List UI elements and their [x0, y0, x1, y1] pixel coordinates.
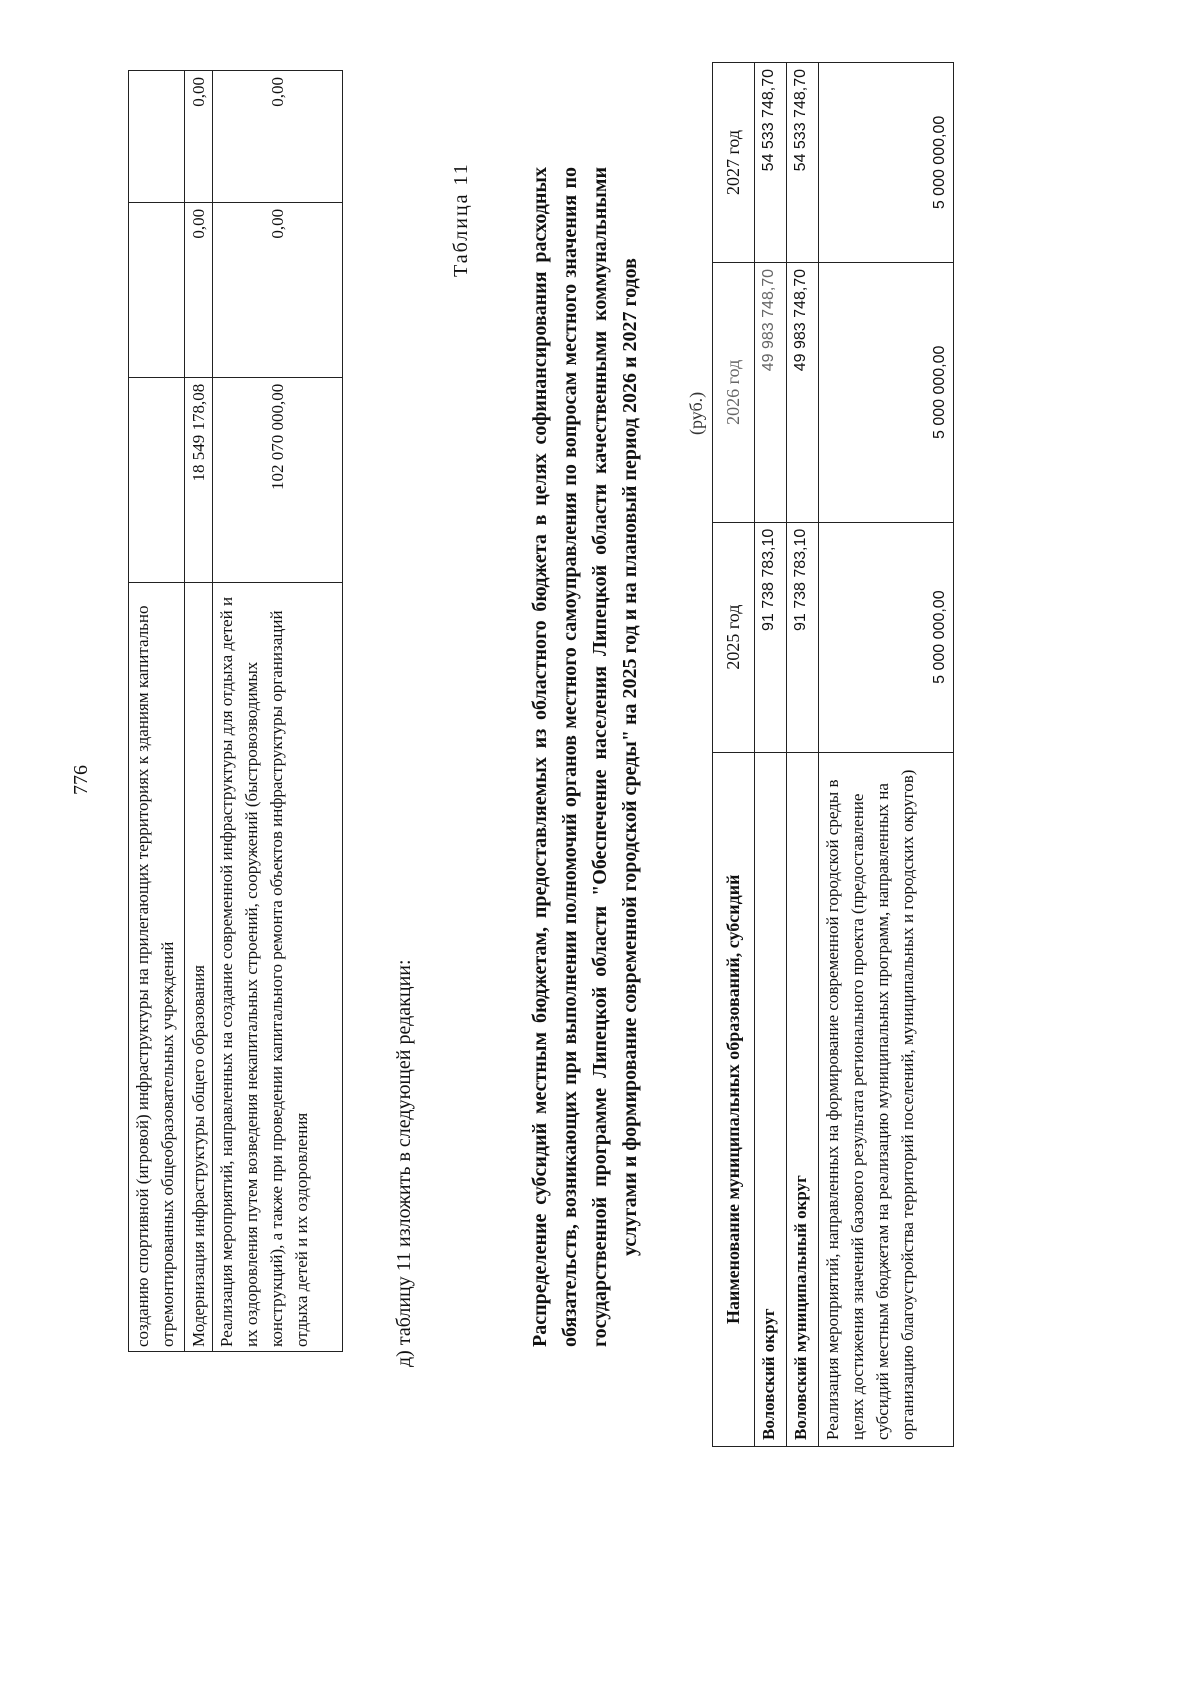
table-11 — [712, 62, 954, 1447]
value-2027 — [129, 71, 185, 203]
value-2025 — [129, 377, 185, 582]
value-2025: 5 000 000,00 — [819, 522, 954, 752]
page-number: 776 — [70, 765, 92, 795]
table-row — [755, 63, 787, 1447]
row-name: созданию спортивной (игровой) инфраструктуры на прилегающих территориях к зданиям капитально отремонтированных общеобразовательных учреждений — [129, 582, 185, 1351]
header-2026: 2026 год — [713, 262, 755, 522]
value-2026 — [129, 202, 185, 377]
table-row — [213, 71, 343, 1352]
header-name: Наименование муниципальных образований, субсидий — [713, 752, 755, 1446]
row-name: Модернизация инфраструктуры общего образования — [185, 582, 213, 1351]
table-row — [819, 63, 954, 1447]
value-2025: 102 070 000,00 — [213, 377, 343, 582]
table-header-row — [713, 63, 755, 1447]
row-name: Реализация мероприятий, направленных на формирование современной городской среды в целях достижения значений базового результата регионального проекта (предоставление субсидий местным бюджетам на реализацию муниципальных программ, направленных на организацию благоустройства территорий поселений, муниципальных и городских округов) — [819, 752, 954, 1446]
header-2027: 2027 год — [713, 63, 755, 263]
row-name: Воловский муниципальный округ — [787, 752, 819, 1446]
value-2026: 49 983 748,70 — [755, 262, 787, 522]
previous-table-continuation — [128, 70, 343, 1352]
row-name: Реализация мероприятий, направленных на создание современной инфраструктуры для отдыха детей и их оздоровления путем возведения некапитальных строений, сооружений (быстровозводимых конструкций), а также при проведении капитального ремонта объектов инфраструктуры организаций отдыха детей и их оздоровления — [213, 582, 343, 1351]
value-2025: 91 738 783,10 — [755, 522, 787, 752]
value-2027: 54 533 748,70 — [787, 63, 819, 263]
value-2026: 0,00 — [185, 202, 213, 377]
table-heading: Распределение субсидий местным бюджетам, предоставляемых из областного бюджета в целях софинансирования расходных обязательств, возникающих при выполнении полномочий органов местного самоуправления по вопросам местного значения по государственной программе Липецкой области "Обеспечение населения Липецкой области качественными коммунальными услугами и формирование современной городской среды" на 2025 год и на плановый период 2026 и 2027 годов — [529, 167, 641, 1347]
value-2026: 49 983 748,70 — [787, 262, 819, 522]
value-2025: 91 738 783,10 — [787, 522, 819, 752]
value-2027: 0,00 — [185, 71, 213, 203]
table-row — [185, 71, 213, 1352]
value-2027: 54 533 748,70 — [755, 63, 787, 263]
header-2025: 2025 год — [713, 522, 755, 752]
value-2026: 0,00 — [213, 202, 343, 377]
amendment-intro: д) таблицу 11 изложить в следующей редакции: — [393, 959, 415, 1367]
value-2027: 5 000 000,00 — [819, 63, 954, 263]
value-2026: 5 000 000,00 — [819, 262, 954, 522]
row-name: Воловский округ — [755, 752, 787, 1446]
table-row — [129, 71, 185, 1352]
table-row — [787, 63, 819, 1447]
value-2027: 0,00 — [213, 71, 343, 203]
unit-label: (руб.) — [686, 391, 706, 435]
value-2025: 18 549 178,08 — [185, 377, 213, 582]
table-label: Таблица 11 — [450, 162, 472, 277]
